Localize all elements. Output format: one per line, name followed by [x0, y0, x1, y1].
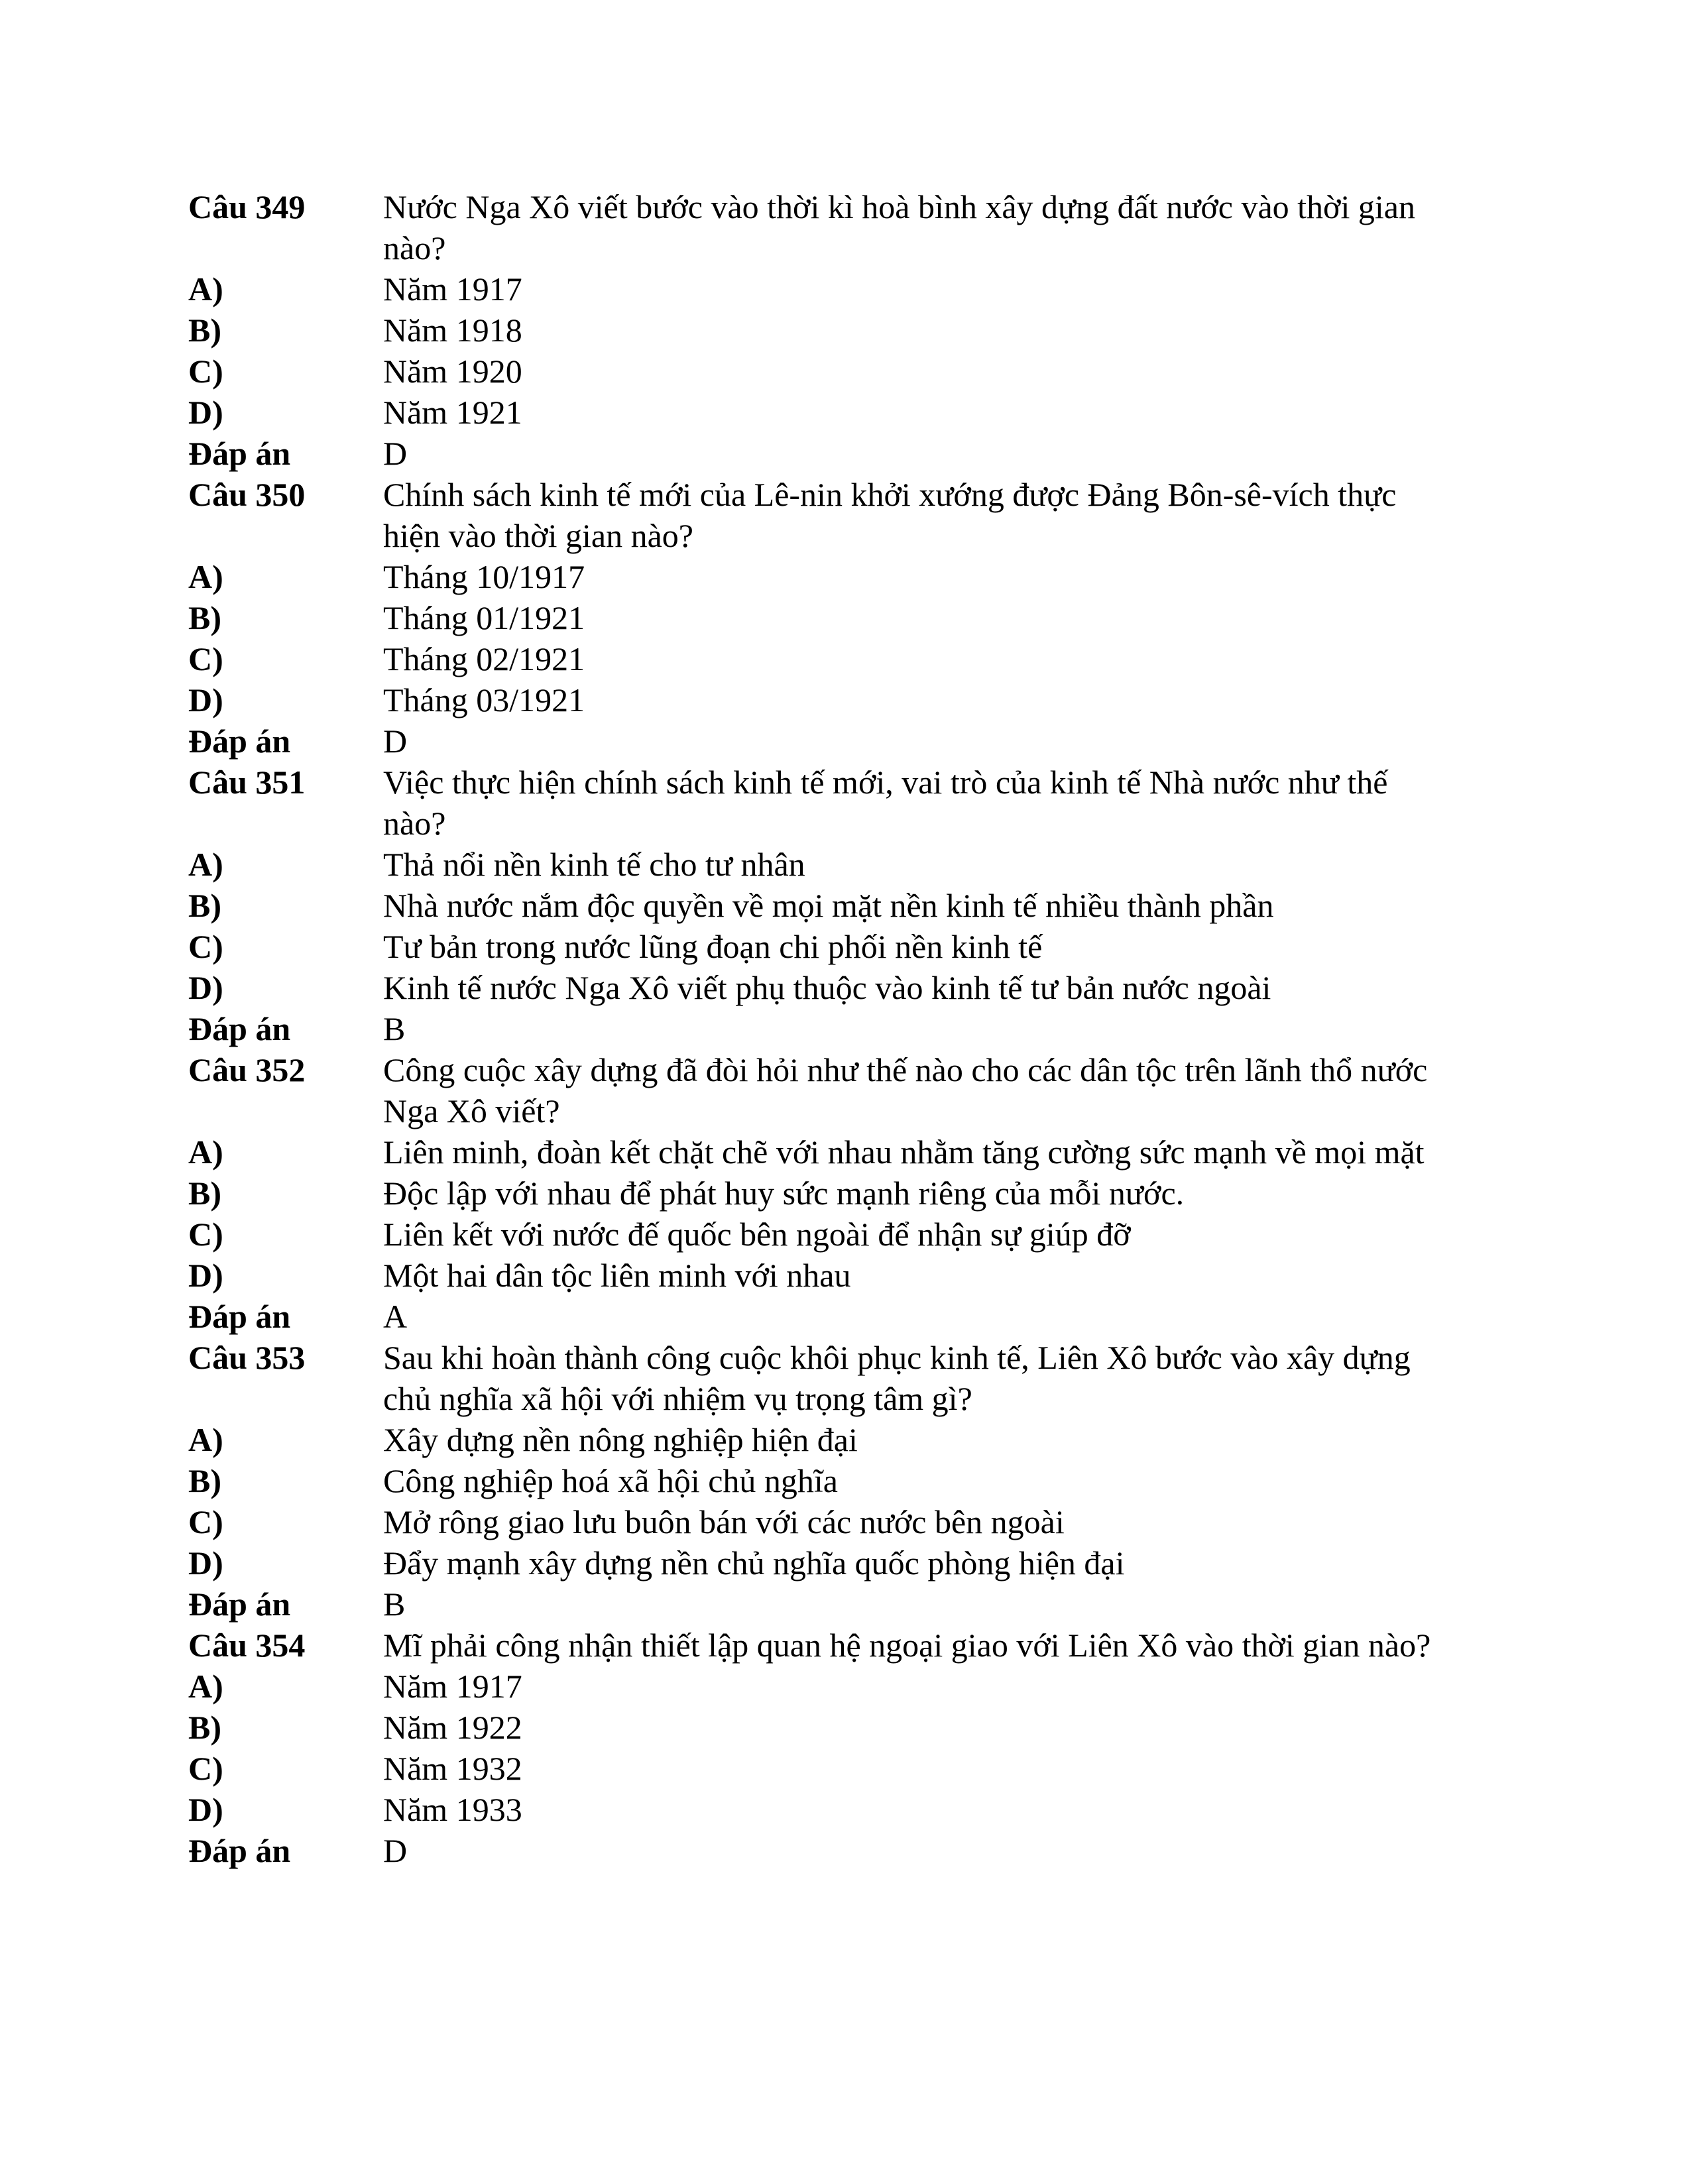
option-row-label: C): [188, 928, 223, 965]
option-row-text: Năm 1917: [383, 270, 522, 308]
option-row: [188, 967, 1448, 1008]
option-row-text: Năm 1933: [383, 1791, 522, 1828]
option-row-text: Thả nổi nền kinh tế cho tư nhân: [383, 846, 805, 883]
option-row-text: Tháng 02/1921: [383, 640, 585, 677]
question-row: [188, 1337, 1448, 1419]
option-row-label: B): [188, 599, 221, 636]
answer-row: [188, 1008, 1448, 1049]
question-block: [188, 762, 1448, 1049]
option-row: [188, 638, 1448, 679]
option-row-label: A): [188, 1133, 223, 1171]
option-row: [188, 1748, 1448, 1789]
option-row: [188, 1131, 1448, 1173]
answer-row: [188, 433, 1448, 474]
answer-row-text: A: [383, 1298, 408, 1335]
option-row-text: Công nghiệp hoá xã hội chủ nghĩa: [383, 1462, 838, 1499]
quiz-page: [188, 186, 1448, 1871]
answer-row-text: B: [383, 1585, 406, 1623]
question-row: [188, 1049, 1448, 1131]
option-row: [188, 1707, 1448, 1748]
option-row: [188, 1460, 1448, 1501]
question-row-text: Việc thực hiện chính sách kinh tế mới, vai trò của kinh tế Nhà nước như thế nào?: [383, 764, 1388, 842]
question-row-label: Câu 349: [188, 188, 306, 225]
question-row-text: Sau khi hoàn thành công cuộc khôi phục kinh tế, Liên Xô bước vào xây dựng chủ nghĩa xã hội với nhiệm vụ trọng tâm gì?: [383, 1339, 1411, 1417]
question-row: [188, 186, 1448, 268]
answer-row-label: Đáp án: [188, 1585, 291, 1623]
option-row-label: C): [188, 1216, 223, 1253]
option-row: [188, 1666, 1448, 1707]
question-row-text: Nước Nga Xô viết bước vào thời kì hoà bình xây dựng đất nước vào thời gian nào?: [383, 188, 1415, 266]
option-row-text: Tháng 01/1921: [383, 599, 585, 636]
option-row-text: Năm 1921: [383, 394, 522, 431]
option-row-text: Năm 1920: [383, 353, 522, 390]
option-row-text: Tháng 03/1921: [383, 681, 585, 718]
option-row-text: Năm 1917: [383, 1668, 522, 1705]
option-row-label: A): [188, 1668, 223, 1705]
option-row-text: Liên kết với nước đế quốc bên ngoài để nhận sự giúp đỡ: [383, 1216, 1131, 1253]
option-row-label: B): [188, 1175, 221, 1212]
option-row-text: Năm 1932: [383, 1750, 522, 1787]
option-row-label: D): [188, 1791, 223, 1828]
question-row-text: Công cuộc xây dựng đã đòi hỏi như thế nào cho các dân tộc trên lãnh thổ nước Nga Xô viết?: [383, 1051, 1428, 1129]
option-row-label: C): [188, 353, 223, 390]
option-row-label: D): [188, 969, 223, 1006]
question-row-text: Chính sách kinh tế mới của Lê-nin khởi xướng được Đảng Bôn-sê-vích thực hiện vào thời gian nào?: [383, 476, 1397, 554]
option-row-label: A): [188, 558, 223, 595]
option-row: [188, 597, 1448, 638]
option-row-label: A): [188, 846, 223, 883]
question-row: [188, 762, 1448, 844]
answer-row: [188, 720, 1448, 762]
option-row: [188, 1173, 1448, 1214]
option-row-label: D): [188, 1257, 223, 1294]
answer-row: [188, 1830, 1448, 1871]
option-row-label: C): [188, 640, 223, 677]
question-row-text: Mĩ phải công nhận thiết lập quan hệ ngoại giao với Liên Xô vào thời gian nào?: [383, 1627, 1431, 1664]
question-block: [188, 474, 1448, 762]
answer-row-text: D: [383, 1832, 408, 1869]
option-row-text: Xây dựng nền nông nghiệp hiện đại: [383, 1421, 858, 1458]
answer-row-label: Đáp án: [188, 1832, 291, 1869]
option-row: [188, 268, 1448, 310]
option-row-label: D): [188, 681, 223, 718]
question-row-label: Câu 354: [188, 1627, 306, 1664]
answer-row-label: Đáp án: [188, 1298, 291, 1335]
option-row-label: A): [188, 1421, 223, 1458]
option-row-label: B): [188, 887, 221, 924]
option-row: [188, 926, 1448, 967]
question-block: [188, 186, 1448, 474]
option-row-text: Mở rông giao lưu buôn bán với các nước bên ngoài: [383, 1503, 1065, 1540]
option-row-label: D): [188, 394, 223, 431]
option-row: [188, 556, 1448, 597]
option-row-label: C): [188, 1503, 223, 1540]
option-row-text: Kinh tế nước Nga Xô viết phụ thuộc vào kinh tế tư bản nước ngoài: [383, 969, 1271, 1006]
option-row-label: C): [188, 1750, 223, 1787]
option-row-text: Liên minh, đoàn kết chặt chẽ với nhau nhằm tăng cường sức mạnh về mọi mặt: [383, 1133, 1425, 1171]
option-row-label: B): [188, 312, 221, 349]
question-block: [188, 1049, 1448, 1337]
option-row-label: D): [188, 1544, 223, 1581]
option-row: [188, 310, 1448, 351]
option-row: [188, 679, 1448, 720]
answer-row-label: Đáp án: [188, 1010, 291, 1047]
option-row: [188, 844, 1448, 885]
option-row-text: Một hai dân tộc liên minh với nhau: [383, 1257, 851, 1294]
answer-row-text: B: [383, 1010, 406, 1047]
answer-row: [188, 1583, 1448, 1625]
answer-row-label: Đáp án: [188, 722, 291, 760]
question-row: [188, 474, 1448, 556]
question-block: [188, 1337, 1448, 1625]
option-row-text: Độc lập với nhau để phát huy sức mạnh riêng của mỗi nước.: [383, 1175, 1185, 1212]
option-row-text: Nhà nước nắm độc quyền về mọi mặt nền kinh tế nhiều thành phần: [383, 887, 1274, 924]
option-row: [188, 1501, 1448, 1542]
question-row: [188, 1625, 1448, 1666]
answer-row: [188, 1296, 1448, 1337]
option-row: [188, 1542, 1448, 1583]
option-row-label: B): [188, 1462, 221, 1499]
option-row: [188, 392, 1448, 433]
option-row-text: Tháng 10/1917: [383, 558, 585, 595]
question-row-label: Câu 351: [188, 764, 306, 801]
option-row: [188, 1255, 1448, 1296]
option-row-label: A): [188, 270, 223, 308]
option-row: [188, 885, 1448, 926]
option-row-text: Năm 1922: [383, 1709, 522, 1746]
question-row-label: Câu 350: [188, 476, 306, 513]
question-row-label: Câu 352: [188, 1051, 306, 1088]
option-row: [188, 1789, 1448, 1830]
option-row-text: Đẩy mạnh xây dựng nền chủ nghĩa quốc phòng hiện đại: [383, 1544, 1125, 1581]
option-row: [188, 351, 1448, 392]
question-block: [188, 1625, 1448, 1871]
answer-row-label: Đáp án: [188, 435, 291, 472]
option-row-label: B): [188, 1709, 221, 1746]
answer-row-text: D: [383, 435, 408, 472]
answer-row-text: D: [383, 722, 408, 760]
option-row-text: Tư bản trong nước lũng đoạn chi phối nền kinh tế: [383, 928, 1043, 965]
option-row: [188, 1214, 1448, 1255]
question-row-label: Câu 353: [188, 1339, 306, 1376]
option-row: [188, 1419, 1448, 1460]
option-row-text: Năm 1918: [383, 312, 522, 349]
